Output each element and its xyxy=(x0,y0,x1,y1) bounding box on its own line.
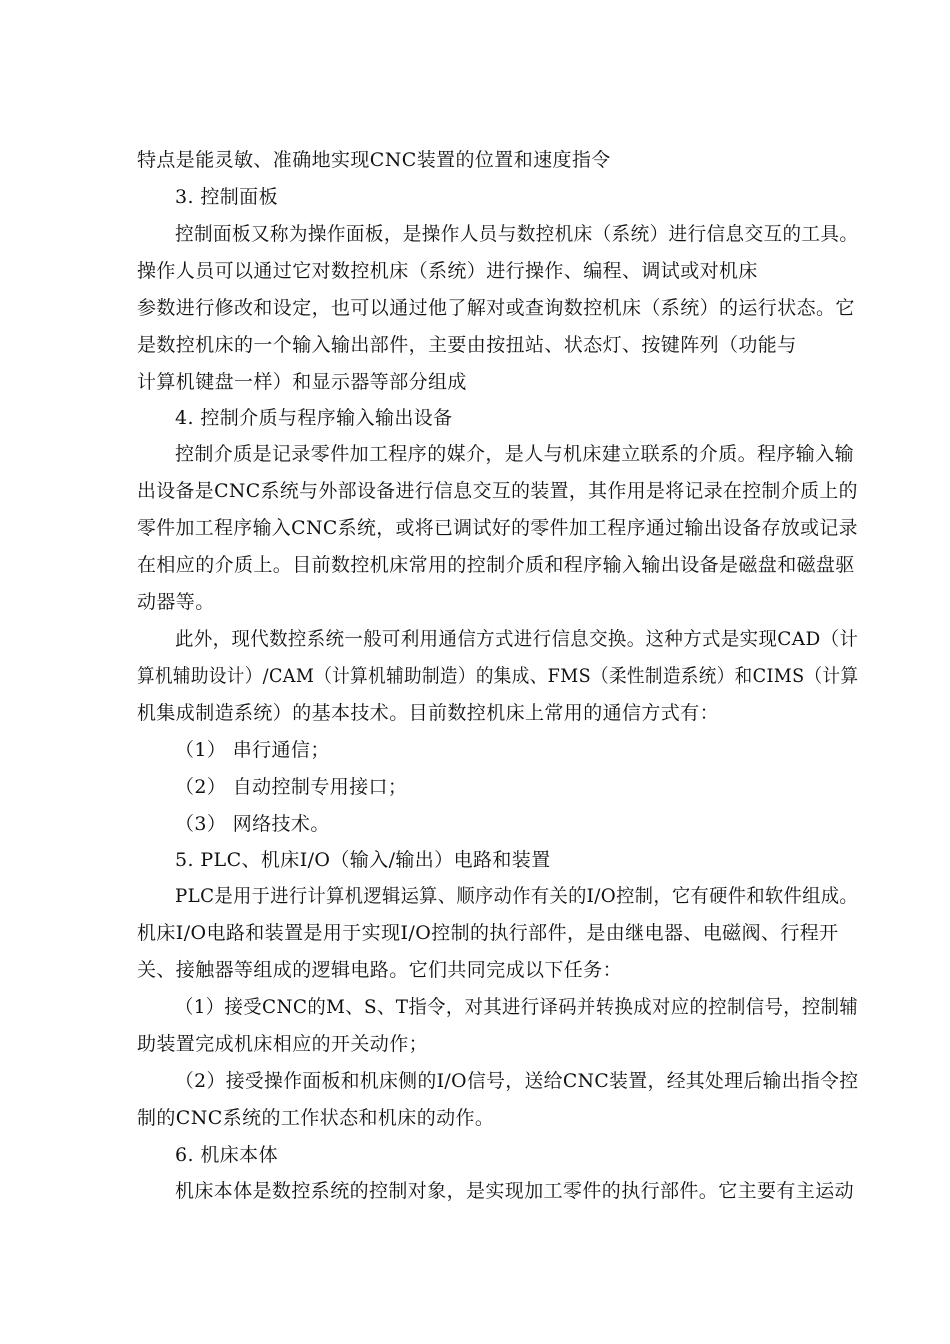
text-line: 在相应的介质上。目前数控机床常用的控制介质和程序输入输出设备是磁盘和磁盘驱 xyxy=(137,554,855,576)
text-line: 算机辅助设计）/CAM（计算机辅助制造）的集成、FMS（柔性制造系统）和CIMS（计算 xyxy=(137,665,859,687)
text-line: 操作人员可以通过它对数控机床（系统）进行操作、编程、调试或对机床 xyxy=(137,260,758,282)
text-line: 零件加工程序输入CNC系统，或将已调试好的零件加工程序通过输出设备存放或记录 xyxy=(137,517,858,539)
section-heading: 3. 控制面板 xyxy=(175,186,278,208)
text-line: 出设备是CNC系统与外部设备进行信息交互的装置，其作用是将记录在控制介质上的 xyxy=(137,480,858,502)
list-item: （1） 串行通信； xyxy=(175,739,330,761)
text-line: 制的CNC系统的工作状态和机床的动作。 xyxy=(137,1107,495,1129)
text-line: PLC是用于进行计算机逻辑运算、顺序动作有关的I/O控制，它有硬件和软件组成。 xyxy=(175,885,859,907)
list-item: （2） 自动控制专用接口； xyxy=(175,776,408,798)
text-line: 机集成制造系统）的基本技术。目前数控机床上常用的通信方式有： xyxy=(137,702,720,724)
text-line: 动器等。 xyxy=(137,591,215,613)
text-line: 特点是能灵敏、准确地实现CNC装置的位置和速度指令 xyxy=(137,149,611,171)
list-item: （1）接受CNC的M、S、T指令，对其进行译码并转换成对应的控制信号，控制辅 xyxy=(175,996,859,1018)
section-heading: 6. 机床本体 xyxy=(175,1144,278,1166)
list-item: （3） 网络技术。 xyxy=(175,813,330,835)
text-line: 是数控机床的一个输入输出部件，主要由按扭站、状态灯、按键阵列（功能与 xyxy=(137,334,797,356)
text-line: 机床I/O电路和装置是用于实现I/O控制的执行部件，是由继电器、电磁阀、行程开 xyxy=(137,922,839,944)
text-line: 参数进行修改和设定，也可以通过他了解对或查询数控机床（系统）的运行状态。它 xyxy=(137,297,855,319)
section-heading: 4. 控制介质与程序输入输出设备 xyxy=(175,407,453,429)
text-line: 此外，现代数控系统一般可利用通信方式进行信息交换。这种方式是实现CAD（计 xyxy=(175,628,859,650)
text-line: 助装置完成机床相应的开关动作； xyxy=(137,1033,429,1055)
text-line: 机床本体是数控系统的控制对象，是实现加工零件的执行部件。它主要有主运动 xyxy=(175,1180,855,1202)
section-heading: 5. PLC、机床I/O（输入/输出）电路和装置 xyxy=(175,849,551,871)
list-item: （2）接受操作面板和机床侧的I/O信号，送给CNC装置，经其处理后输出指令控 xyxy=(175,1070,859,1092)
text-line: 控制面板又称为操作面板，是操作人员与数控机床（系统）进行信息交互的工具。 xyxy=(175,223,859,245)
text-line: 控制介质是记录零件加工程序的媒介，是人与机床建立联系的介质。程序输入输 xyxy=(175,443,855,465)
text-line: 计算机键盘一样）和显示器等部分组成 xyxy=(137,371,467,393)
text-line: 关、接触器等组成的逻辑电路。它们共同完成以下任务： xyxy=(137,959,623,981)
